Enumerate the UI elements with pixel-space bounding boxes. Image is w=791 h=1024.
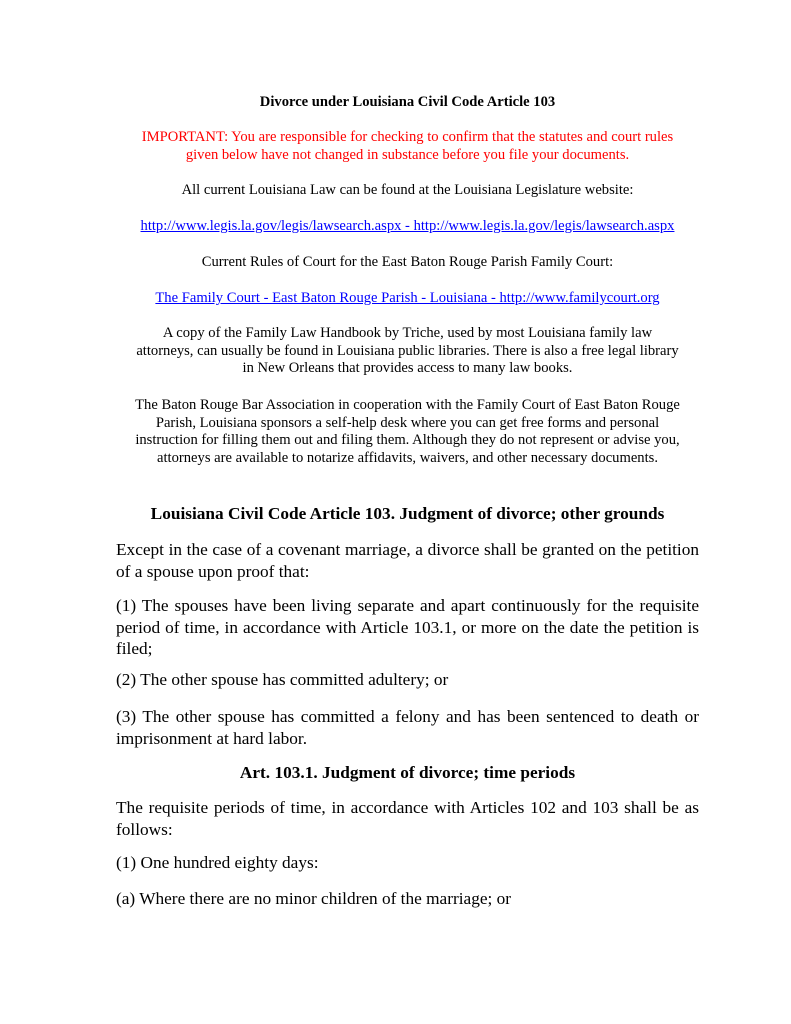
bar-association-line: The Baton Rouge Bar Association in cooperation with the Family Court of East Baton Rouge	[135, 397, 680, 413]
law-link-paragraph	[116, 218, 699, 236]
article-103-1-heading: Art. 103.1. Judgment of divorce; time periods	[239, 763, 576, 782]
important-notice-line: given below have not changed in substance before you file your documents.	[185, 146, 630, 163]
handbook-line: attorneys, can usually be found in Louisiana public libraries. There is also a free legal library	[136, 342, 679, 359]
document-title: Divorce under Louisiana Civil Code Article 103	[259, 94, 556, 110]
article-103-1-intro: The requisite periods of time, in accordance with Articles 102 and 103 shall be as follows:	[116, 798, 699, 839]
article-103-1-item-1: (1) One hundred eighty days:	[116, 853, 319, 872]
handbook-line: in New Orleans that provides access to many law books.	[242, 360, 573, 377]
article-103-item-2: (2) The other spouse has committed adultery; or	[116, 670, 449, 689]
handbook-paragraph	[116, 325, 699, 378]
article-103-intro: Except in the case of a covenant marriage, a divorce shall be granted on the petition of a spouse upon proof that:	[116, 540, 699, 581]
bar-association-line: attorneys are available to notarize affidavits, waivers, and other necessary documents.	[157, 449, 658, 466]
document-page	[116, 0, 699, 1024]
law-intro: All current Louisiana Law can be found at the Louisiana Legislature website:	[181, 182, 634, 198]
bar-association-line: Parish, Louisiana sponsors a self-help desk where you can get free forms and personal	[155, 414, 660, 431]
article-103-item-1: (1) The spouses have been living separate and apart continuously for the requisite period of time, in accordance with Article 103.1, or more on the date the petition is filed;	[116, 596, 699, 658]
bar-association-paragraph	[116, 397, 699, 467]
article-103-item-3: (3) The other spouse has committed a felony and has been sentenced to death or imprisonment at hard labor.	[116, 707, 699, 748]
handbook-line: A copy of the Family Law Handbook by Triche, used by most Louisiana family law	[162, 325, 653, 341]
important-notice	[116, 129, 699, 164]
article-103-heading: Louisiana Civil Code Article 103. Judgment of divorce; other grounds	[150, 504, 665, 523]
important-notice-line: IMPORTANT: You are responsible for checking to confirm that the statutes and court rules	[141, 129, 674, 145]
article-103-1-item-a: (a) Where there are no minor children of the marriage; or	[116, 889, 512, 908]
court-link-paragraph	[116, 290, 699, 308]
legislature-link[interactable]: http://www.legis.la.gov/legis/lawsearch.aspx - http://www.legis.la.gov/legis/lawsearch.aspx	[140, 218, 675, 234]
rules-intro: Current Rules of Court for the East Baton Rouge Parish Family Court:	[201, 254, 614, 270]
family-court-link[interactable]: The Family Court - East Baton Rouge Parish - Louisiana - http://www.familycourt.org	[155, 290, 660, 306]
bar-association-line: instruction for filling them out and filing them. Although they do not represent or advise you,	[135, 432, 680, 449]
